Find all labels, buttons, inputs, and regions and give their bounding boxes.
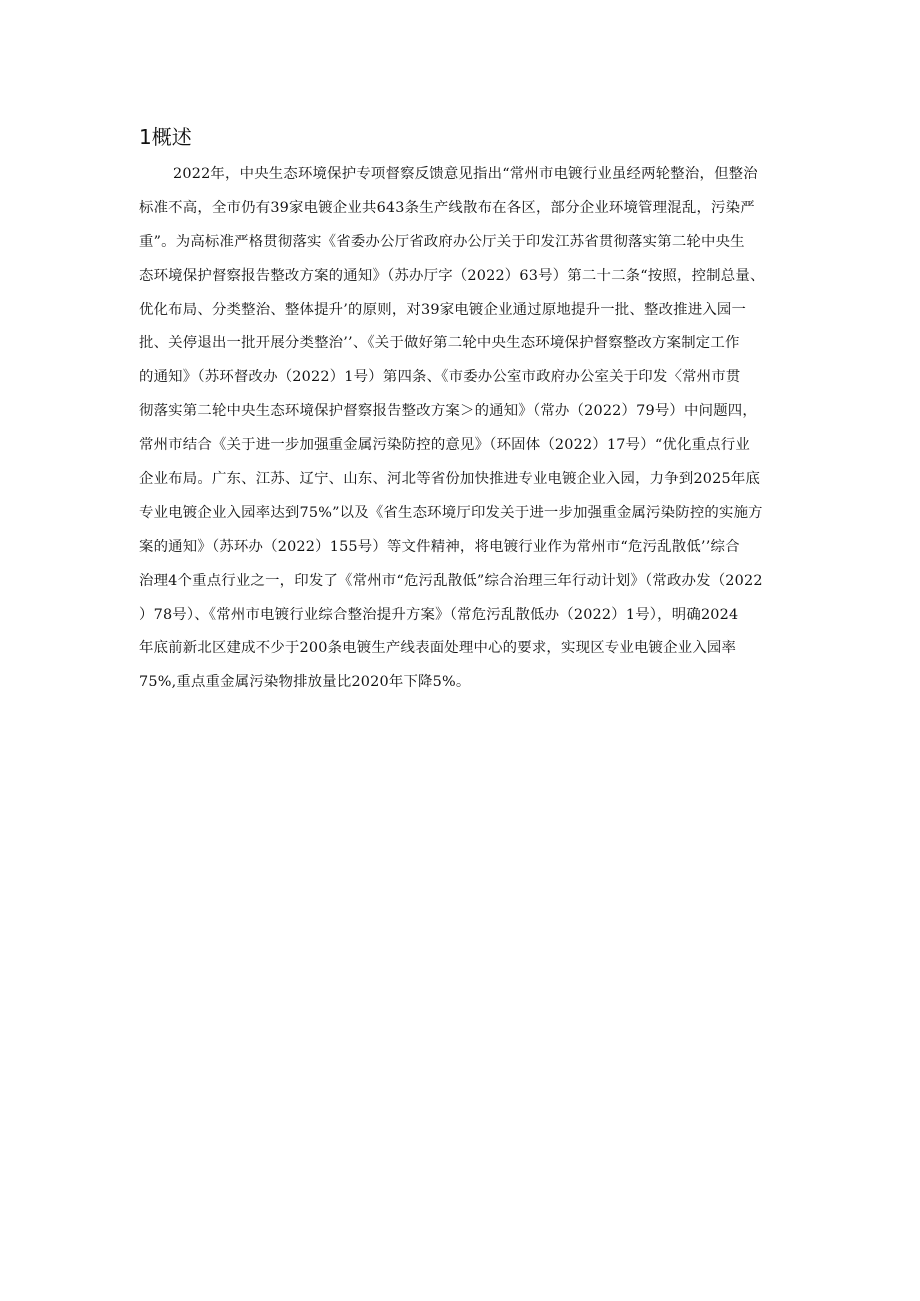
section-heading: 1概述 [139, 125, 192, 149]
paragraph-line: 专业电镀企业入园率达到75%”以及《省生态环境厅印发关于进一步加强重金属污染防控的实施方 [139, 504, 763, 521]
paragraph [139, 158, 799, 700]
paragraph-line: 优化布局、分类整治、整体提升’的原则，对39家电镀企业通过原地提升一批、整改推进入园一 [139, 301, 747, 318]
paragraph-line: 常州市结合《关于进一步加强重金属污染防控的意见》（环固体（2022）17号）“优化重点行业 [139, 437, 750, 454]
paragraph-line: ）78号）、《常州市电镀行业综合整治提升方案》（常危污乱散低办（2022）1号），明确2024 [139, 606, 739, 623]
paragraph-line: 标准不高，全市仍有39家电镀企业共643条生产线散布在各区，部分企业环境管理混乱，污染严 [139, 199, 755, 216]
paragraph-line: 案的通知》（苏环办（2022）155号）等文件精神，将电镀行业作为常州市“危污乱散低’’综合 [139, 538, 740, 555]
paragraph-line: 重”。为高标准严格贯彻落实《省委办公厅省政府办公厅关于印发江苏省贯彻落实第二轮中央生 [139, 233, 745, 250]
paragraph-line: 彻落实第二轮中央生态环境保护督察报告整改方案＞的通知》（常办（2022）79号）中问题四， [139, 403, 757, 420]
paragraph-line: 企业布局。广东、江苏、辽宁、山东、河北等省份加快推进专业电镀企业入园，力争到2025年底 [139, 471, 761, 488]
paragraph-line: 批、关停退出一批开展分类整治’’、《关于做好第二轮中央生态环境保护督察整改方案制定工作 [139, 335, 740, 352]
paragraph-line: 态环境保护督察报告整改方案的通知》（苏办厅字（2022）63号）第二十二条“按照，控制总量、 [139, 267, 765, 284]
paragraph-line: 治理4个重点行业之一，印发了《常州市“危污乱散低”综合治理三年行动计划》（常政办发（2022 [139, 572, 763, 589]
paragraph-line: 75%,重点重金属污染物排放量比2020年下降5%。 [139, 674, 471, 691]
paragraph-line: 的通知》（苏环督改办（2022）1号）第四条、《市委办公室市政府办公室关于印发〈常州市贯 [139, 369, 741, 386]
paragraph-line: 2022年，中央生态环境保护专项督察反馈意见指出“常州市电镀行业虽经两轮整治，但整治 [173, 166, 758, 182]
paragraph-line: 年底前新北区建成不少于200条电镀生产线表面处理中心的要求，实现区专业电镀企业入园率 [139, 640, 737, 657]
